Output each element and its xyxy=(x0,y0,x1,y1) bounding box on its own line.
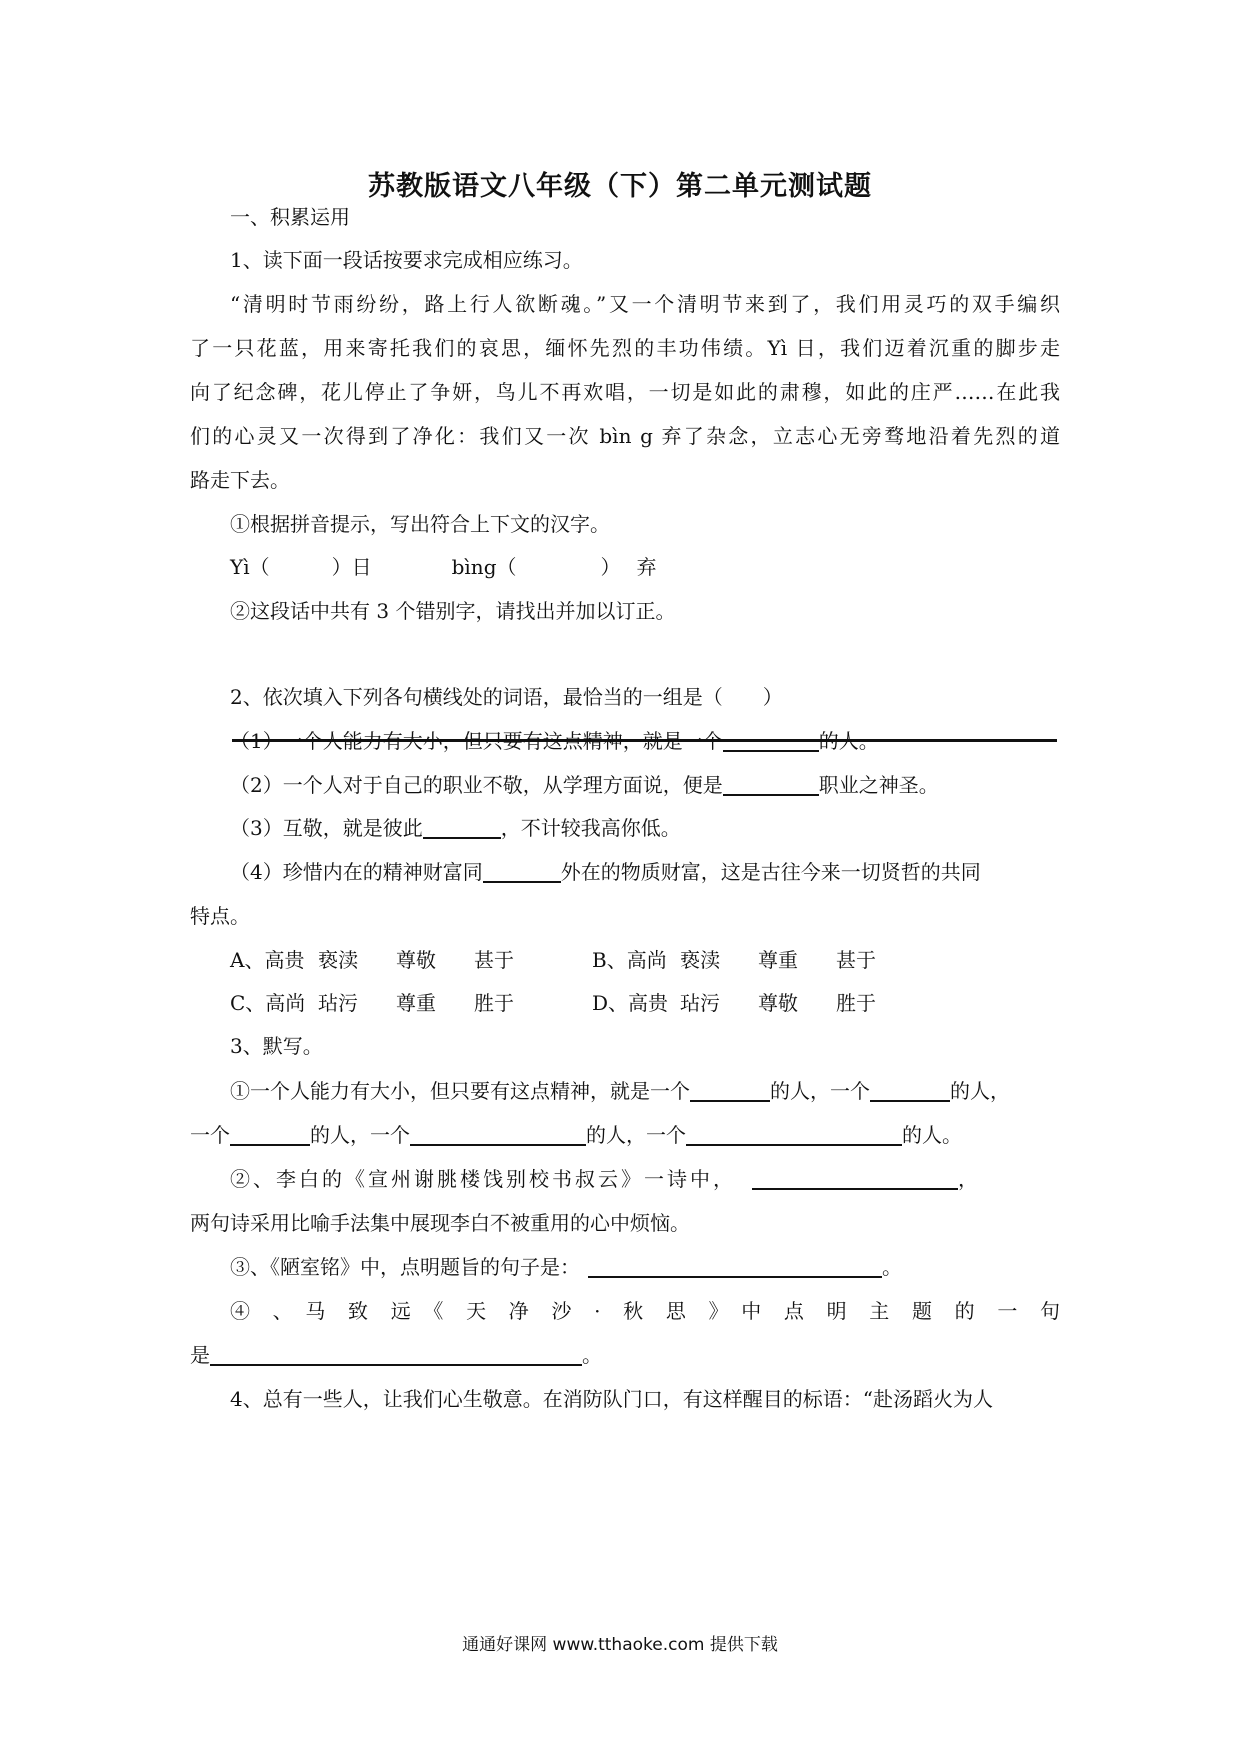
question-3-line-4 xyxy=(230,1252,1060,1282)
option-c-label[interactable]: C、高尚 xyxy=(230,991,306,1015)
passage-line-4: 们的心灵又一次得到了净化：我们又一次 bìn g 弃了杂念，立志心无旁骛地沿着先烈的道 xyxy=(190,424,1060,448)
option-word: 尊敬 xyxy=(758,991,798,1015)
q3-l4-b: 。 xyxy=(882,1255,902,1279)
option-word: 亵渎 xyxy=(318,948,358,972)
q3-l5-a: 是 xyxy=(190,1343,210,1367)
q3-l1-a: ①一个人能力有大小，但只要有这点精神，就是一个 xyxy=(230,1079,690,1103)
q2-s1-pre: （1）一个人能力有大小，但只要有这点精神，就是一个 xyxy=(230,729,723,753)
question-3-line-5-cont xyxy=(190,1340,1060,1370)
q3-l2-d: 的人。 xyxy=(902,1123,962,1147)
option-b-label[interactable]: B、高尚 xyxy=(592,948,667,972)
q3-l2-b: 的人，一个 xyxy=(310,1123,410,1147)
pinyin-yi-label: Yì（ xyxy=(230,555,270,579)
question-2-sentence-4-cont: 特点。 xyxy=(190,904,250,928)
q3-blank[interactable] xyxy=(230,1122,310,1146)
question-1-stem: 1、读下面一段话按要求完成相应练习。 xyxy=(230,248,583,272)
q3-blank[interactable] xyxy=(752,1166,958,1190)
question-3-line-3-cont: 两句诗采用比喻手法集中展现李白不被重用的心中烦恼。 xyxy=(190,1211,690,1235)
option-word: 玷污 xyxy=(318,991,358,1015)
question-2-sentence-3 xyxy=(230,813,1060,843)
pinyin-bing-label: bìng（ xyxy=(451,555,517,579)
passage-line-3: 向了纪念碑，花儿停止了争妍，鸟儿不再欢唱，一切是如此的肃穆，如此的庄严……在此我 xyxy=(190,380,1060,404)
q3-blank[interactable] xyxy=(410,1122,586,1146)
q3-l3-a: ②、李白的《宣州谢朓楼饯别校书叔云》一诗中， xyxy=(230,1167,736,1191)
option-word: 尊重 xyxy=(758,948,798,972)
option-word: 甚于 xyxy=(474,948,514,972)
q2-blank-4[interactable] xyxy=(483,859,561,883)
q3-l1-b: 的人，一个 xyxy=(770,1079,870,1103)
question-4-stem: 4、总有一些人，让我们心生敬意。在消防队门口，有这样醒目的标语：“赴汤蹈火为人 xyxy=(230,1387,993,1411)
q2-s4-pre: （4）珍惜内在的精神财富同 xyxy=(230,860,483,884)
q2-blank-1[interactable] xyxy=(723,728,819,752)
q2-s3-post: ，不计较我高你低。 xyxy=(500,816,681,840)
question-3-line-1 xyxy=(230,1076,1060,1106)
question-1-sub-2: ②这段话中共有 3 个错别字，请找出并加以订正。 xyxy=(230,599,676,623)
option-word: 玷污 xyxy=(680,991,720,1015)
q2-blank-2[interactable] xyxy=(723,772,819,796)
option-word: 亵渎 xyxy=(680,948,720,972)
question-2-stem: 2、依次填入下列各句横线处的词语，最恰当的一组是（ ） xyxy=(230,685,783,709)
question-2-sentence-2 xyxy=(230,770,1060,800)
q3-l3-b: ， xyxy=(958,1167,978,1191)
q3-l5-b: 。 xyxy=(582,1343,602,1367)
passage-line-1: “清明时节雨纷纷，路上行人欲断魂。”又一个清明节来到了，我们用灵巧的双手编织 xyxy=(230,292,1060,316)
passage-line-5: 路走下去。 xyxy=(190,468,290,492)
q3-blank[interactable] xyxy=(870,1078,950,1102)
option-word: 胜于 xyxy=(474,991,514,1015)
option-word: 胜于 xyxy=(836,991,876,1015)
pinyin-bing-end: ） xyxy=(600,555,621,579)
question-3-line-2 xyxy=(190,1120,1060,1150)
q2-blank-3[interactable] xyxy=(423,815,501,839)
question-2-sentence-4 xyxy=(230,857,1060,887)
option-word: 甚于 xyxy=(836,948,876,972)
question-3-line-5: ④ 、 马 致 远 《 天 净 沙 · 秋 思 》 中 点 明 主 题 的 一 句 xyxy=(230,1299,1060,1323)
q2-s3-pre: （3）互敬，就是彼此 xyxy=(230,816,423,840)
q3-l4-a: ③、《陋室铭》中，点明题旨的句子是： xyxy=(230,1255,580,1279)
pinyin-bing-char: 弃 xyxy=(636,555,657,579)
section-heading: 一、积累运用 xyxy=(230,205,350,229)
q3-l2-a: 一个 xyxy=(190,1123,230,1147)
option-word: 尊敬 xyxy=(396,948,436,972)
question-1-sub-1: ①根据拼音提示，写出符合上下文的汉字。 xyxy=(230,512,610,536)
pinyin-row xyxy=(230,552,1060,582)
question-3-line-3 xyxy=(230,1164,1060,1194)
passage-line-2: 了一只花蓝，用来寄托我们的哀思，缅怀先烈的丰功伟绩。Yì 日，我们迈着沉重的脚步走 xyxy=(190,336,1060,360)
q3-l1-c: 的人， xyxy=(950,1079,1010,1103)
question-3-stem: 3、默写。 xyxy=(230,1034,323,1058)
option-word: 尊重 xyxy=(396,991,436,1015)
page-footer: 通通好课网 www.tthaoke.com 提供下载 xyxy=(462,1635,778,1655)
q3-l2-c: 的人，一个 xyxy=(586,1123,686,1147)
q2-s2-pre: （2）一个人对于自己的职业不敬，从学理方面说，便是 xyxy=(230,773,723,797)
option-d-label[interactable]: D、高贵 xyxy=(592,991,669,1015)
q3-blank[interactable] xyxy=(686,1122,902,1146)
question-2-sentence-1 xyxy=(230,726,1060,756)
pinyin-yi-end: ）日 xyxy=(331,555,372,579)
q3-blank[interactable] xyxy=(588,1254,882,1278)
option-a-label[interactable]: A、高贵 xyxy=(230,948,305,972)
question-2-options-row-1 xyxy=(230,945,1060,975)
q2-s2-post: 职业之神圣。 xyxy=(818,773,939,797)
q2-s1-post: 的人。 xyxy=(818,729,879,753)
q2-s4-post: 外在的物质财富，这是古往今来一切贤哲的共同 xyxy=(560,860,981,884)
q3-blank[interactable] xyxy=(690,1078,770,1102)
q3-blank[interactable] xyxy=(210,1342,582,1366)
page-title: 苏教版语文八年级（下）第二单元测试题 xyxy=(368,171,872,202)
question-2-options-row-2 xyxy=(230,988,1060,1018)
